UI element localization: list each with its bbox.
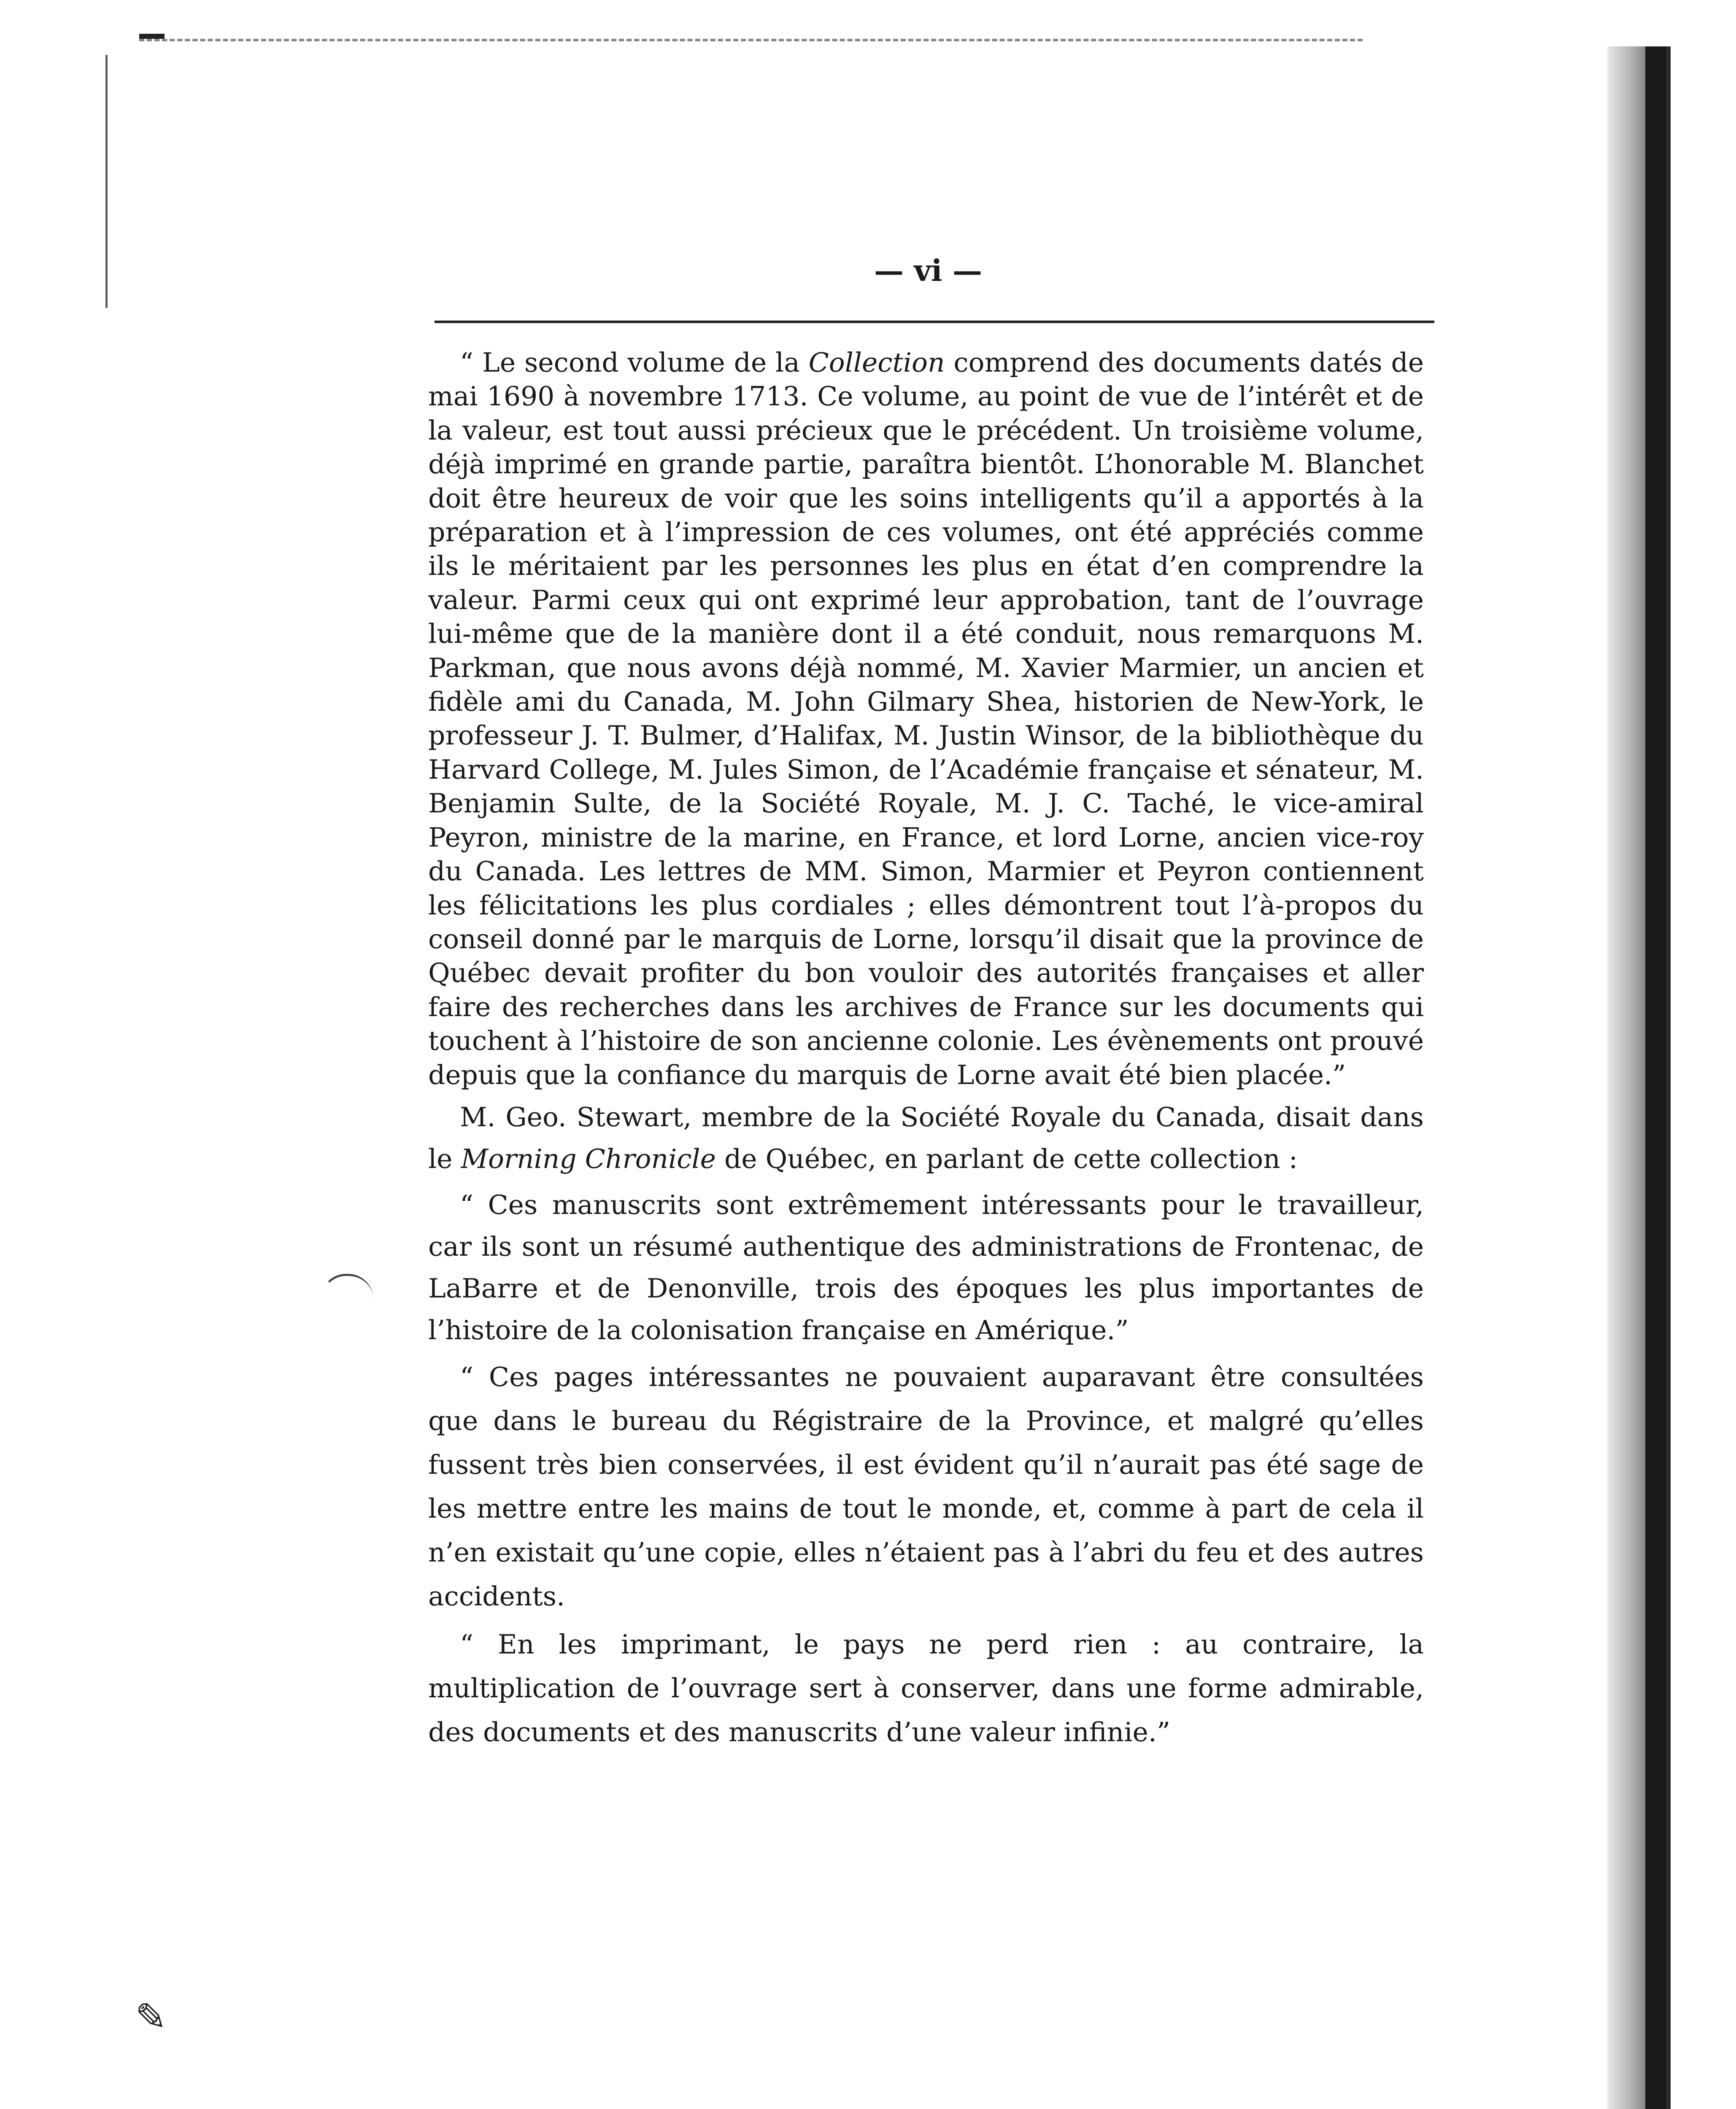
header-rule	[435, 321, 1434, 323]
text-run: comprend des documents datés de mai 1690 à novembre 1713. Ce volume, au point de vue de l’intérêt et de la valeur, est tout aussi précieux que le précédent. Un troisième volume, déjà imprimé en grande partie, paraîtra bientôt. L’honorable M. Blanchet doit être heureux de voir que les soins intelligents qu’il a apportés à la préparation et à l’impression de ces volumes, ont été appréciés comme ils le méritaient par les personnes les plus en état d’en comprendre la valeur. Parmi ceux qui ont exprimé leur approbation, tant de l’ouvrage lui-même que de la manière dont il a été conduit, nous remarquons M. Parkman, que nous avons déjà nommé, M. Xavier Marmier, un ancien et fidèle ami du Canada, M. John Gilmary Shea, historien de New-York, le professeur J. T. Bulmer, d’Halifax, M. Justin Winsor, de la bibliothèque du Harvard College, M. Jules Simon, de l’Académie française et sénateur, M. Benjamin Sulte, de la Société Royale, M. J. C. Taché, le vice-amiral Peyron, ministre de la marine, en France, et lord Lorne, ancien vice-roy du Canada. Les lettres de MM. Simon, Marmier et Peyron contiennent les félicitations les plus cordiales ; elles démontrent tout l’à-propos du conseil donné par le marquis de Lorne, lorsqu’il disait que la province de Québec devait profiter du bon vouloir des autorités françaises et aller faire des recherches dans les archives de France sur les documents qui touchent à l’histoire de son ancienne colonie. Les évènements ont prouvé depuis que la confiance du marquis de Lorne avait été bien placée.”	[428, 347, 1424, 1090]
paragraph-1	[428, 346, 1424, 1092]
text-run: M. Geo. Stewart, membre de la Société Royale du Canada, disait dans le	[428, 1101, 1424, 1174]
scan-edge-right-dark	[1645, 46, 1666, 2109]
paragraph-5: “ En les imprimant, le pays ne perd rien : au contraire, la multiplication de l’ouvrage sert à conserver, dans une forme admirable, des documents et des manuscrits d’une valeur infinie.”	[428, 1629, 1424, 1748]
paragraph-2	[428, 1096, 1424, 1180]
italic-title: Collection	[808, 347, 945, 378]
scan-edge-left	[105, 55, 108, 308]
text-run: de Québec, en parlant de cette collection :	[715, 1143, 1298, 1174]
margin-mark-bottom: ✎	[135, 1995, 167, 2039]
page-number: — vi —	[874, 253, 982, 288]
page-body	[428, 346, 1424, 1754]
margin-mark	[321, 1274, 373, 1310]
text-run: “ Le second volume de la	[460, 347, 809, 378]
paragraph-3: “ Ces manuscrits sont extrêmement intéressants pour le travailleur, car ils sont un résumé authentique des administrations de Frontenac, de LaBarre et de Denonville, trois des époques les plus importantes de l’histoire de la colonisation française en Amérique.”	[428, 1189, 1424, 1346]
italic-title: Morning Chronicle	[461, 1143, 716, 1174]
scan-mark-top	[139, 34, 165, 39]
paragraph-4: “ Ces pages intéressantes ne pouvaient auparavant être consultées que dans le bureau du Régistraire de la Province, et malgré qu’elles fussent très bien conservées, il est évident qu’il n’aurait pas été sage de les mettre entre les mains de tout le monde, et, comme à part de cela il n’en existait qu’une copie, elles n’étaient pas à l’abri du feu et des autres accidents.	[428, 1361, 1424, 1612]
scan-edge-top	[139, 39, 1363, 41]
